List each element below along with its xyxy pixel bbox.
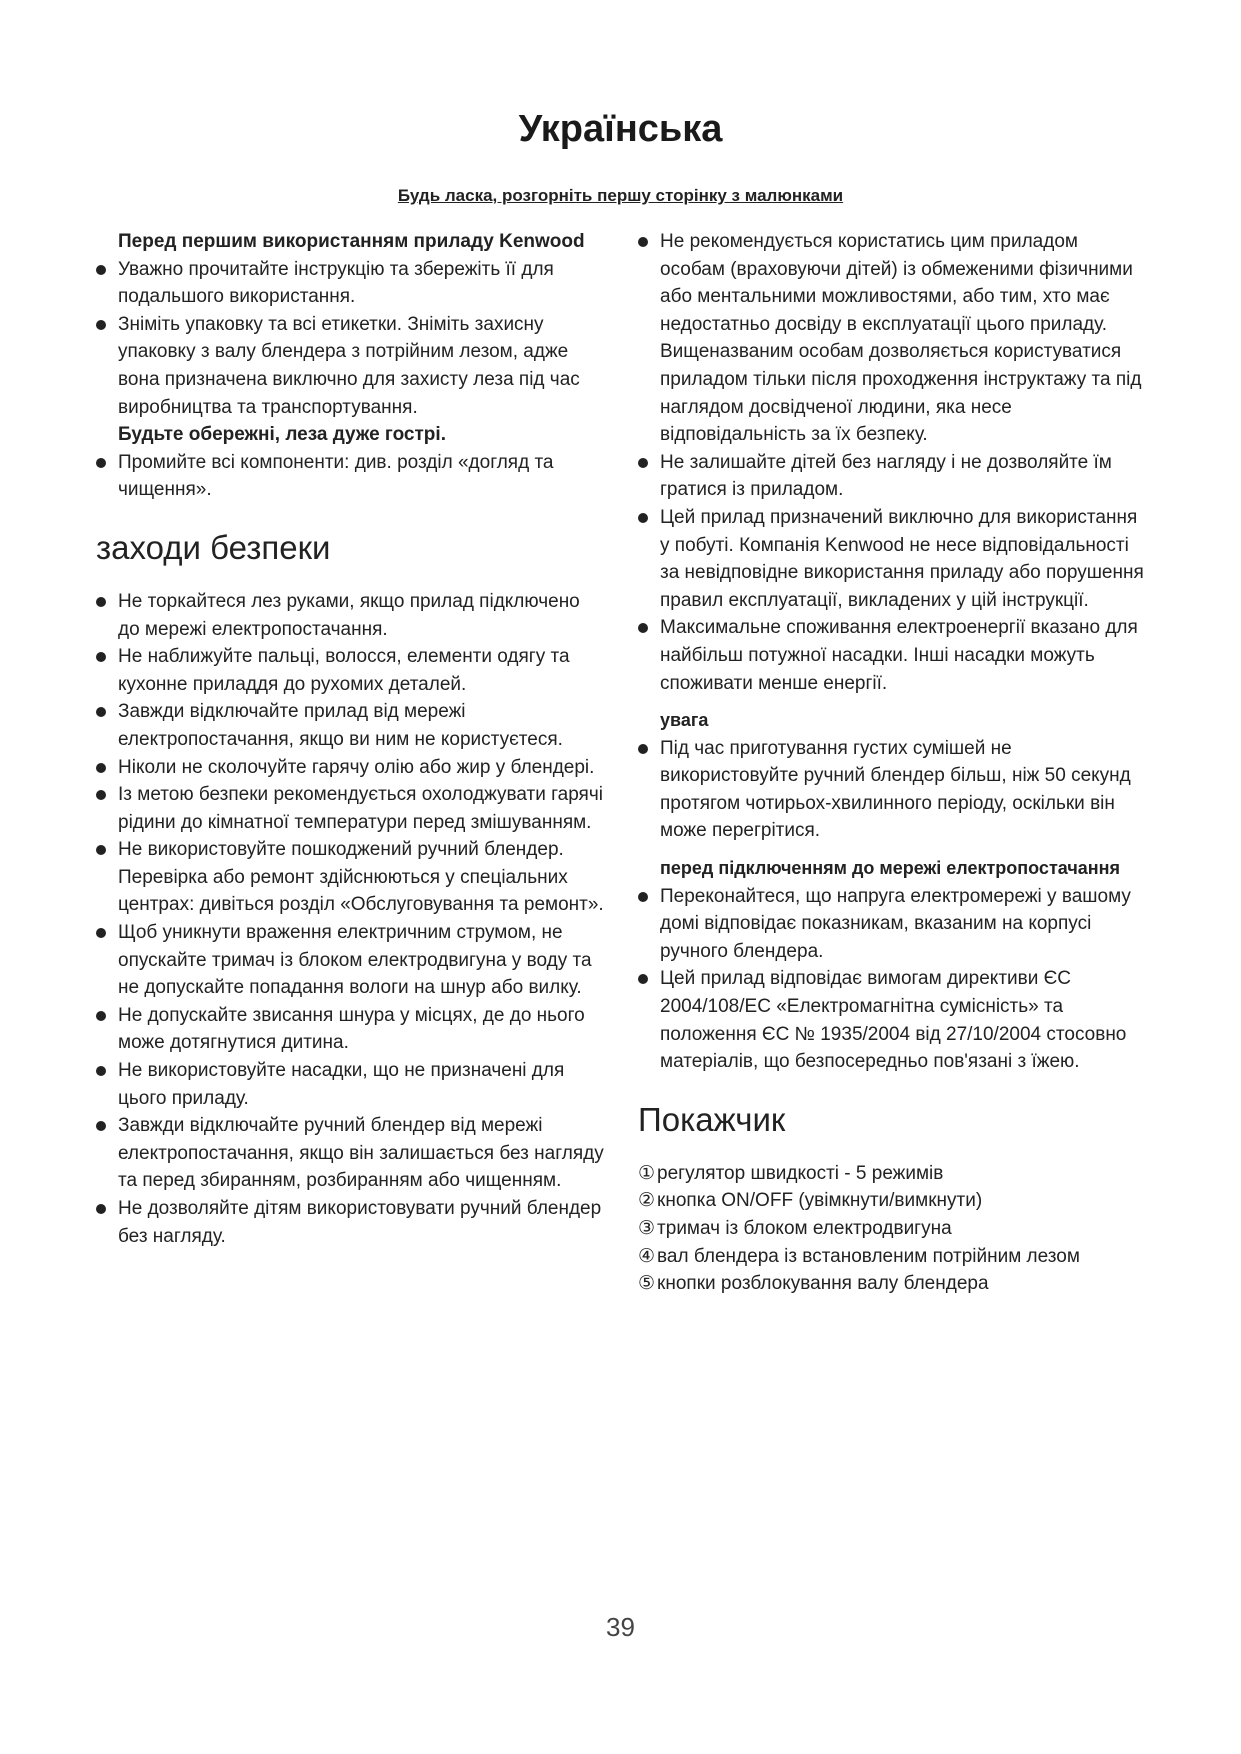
caution-list xyxy=(638,735,1148,845)
before-first-use-list xyxy=(96,256,606,422)
key-number: ① xyxy=(638,1162,656,1184)
power-heading: перед підключенням до мережі електропостачання xyxy=(660,858,1121,879)
list-item: Завжди відключайте прилад від мережі електропостачання, якщо ви ним не користуєтеся. xyxy=(96,698,606,753)
key-item xyxy=(638,1270,1148,1298)
key-text: кнопка ON/OFF (увімкнути/вимкнути) xyxy=(657,1190,983,1212)
key-text: регулятор швидкості - 5 режимів xyxy=(657,1162,944,1184)
blade-warning: Будьте обережні, леза дуже гострі. xyxy=(118,424,446,446)
wash-list xyxy=(96,449,606,504)
power-list xyxy=(638,883,1148,1076)
list-item: Не залишайте дітей без нагляду і не дозволяйте їм гратися із приладом. xyxy=(638,449,1148,504)
list-item: Промийте всі компоненти: див. розділ «догляд та чищення». xyxy=(96,449,606,504)
list-item: Із метою безпеки рекомендується охолоджувати гарячі рідини до кімнатної температури перед змішуванням. xyxy=(96,781,606,836)
list-item: Ніколи не сколочуйте гарячу олію або жир у блендері. xyxy=(96,754,606,782)
before-first-use-heading: Перед першим використанням приладу Kenwood xyxy=(118,231,585,252)
list-item: Уважно прочитайте інструкцію та збережіть її для подальшого використання. xyxy=(96,256,606,311)
list-item: Не рекомендується користатись цим приладом особам (враховуючи дітей) із обмеженими фізичними або ментальними можливостями, або тим, хто має недостатньо досвіду в експлуатації цього приладу. Вищеназваним особам дозволяється користуватися приладом тільки після проходження інструктажу та під наглядом досвідченої людини, яка несе відповідальність за їх безпеку. xyxy=(638,228,1148,449)
key-heading: Покажчик xyxy=(638,1100,786,1138)
list-item: Цей прилад відповідає вимогам директиви ЄС 2004/108/ЕС «Електромагнітна сумісність» та положення ЄС № 1935/2004 від 27/10/2004 стосовно матеріалів, що безпосередньо пов'язані з їжею. xyxy=(638,965,1148,1075)
right-column xyxy=(638,228,1148,1298)
caution-heading: увага xyxy=(660,710,709,731)
key-list xyxy=(638,1160,1148,1298)
key-item xyxy=(638,1160,1148,1188)
page-subtitle: Будь ласка, розгорніть першу сторінку з малюнками xyxy=(397,186,844,205)
key-item xyxy=(638,1187,1148,1215)
page-number: 39 xyxy=(606,1612,635,1642)
list-item: Не використовуйте пошкоджений ручний блендер. Перевірка або ремонт здійснюються у спеціальних центрах: дивіться розділ «Обслуговування та ремонт». xyxy=(96,836,606,919)
safety-heading: заходи безпеки xyxy=(96,528,331,566)
key-number: ④ xyxy=(638,1245,656,1267)
left-column xyxy=(96,228,606,1250)
key-item xyxy=(638,1243,1148,1271)
list-item: Не наближуйте пальці, волосся, елементи одягу та кухонне приладдя до рухомих деталей. xyxy=(96,643,606,698)
list-item: Максимальне споживання електроенергії вказано для найбільш потужної насадки. Інші насадки можуть споживати менше енергії. xyxy=(638,614,1148,697)
page-title: Українська xyxy=(518,108,723,150)
key-number: ② xyxy=(638,1190,656,1212)
list-item: Цей прилад призначений виключно для використання у побуті. Компанія Kenwood не несе відповідальності за невідповідне використання приладу або порушення правил експлуатації, викладених у цій інструкції. xyxy=(638,504,1148,614)
safety-list-continued xyxy=(638,228,1148,697)
list-item: Зніміть упаковку та всі етикетки. Зніміть захисну упаковку з валу блендера з потрійним лезом, адже вона призначена виключно для захисту леза під час виробництва та транспортування. xyxy=(96,311,606,421)
list-item: Щоб уникнути враження електричним струмом, не опускайте тримач із блоком електродвигуна у воду та не допускайте попадання вологи на шнур або вилку. xyxy=(96,919,606,1002)
list-item: Переконайтеся, що напруга електромережі у вашому домі відповідає показникам, вказаним на корпусі ручного блендера. xyxy=(638,883,1148,966)
safety-list xyxy=(96,588,606,1250)
list-item: Не допускайте звисання шнура у місцях, де до нього може дотягнутися дитина. xyxy=(96,1002,606,1057)
list-item: Не використовуйте насадки, що не призначені для цього приладу. xyxy=(96,1057,606,1112)
key-number: ③ xyxy=(638,1218,656,1239)
key-number: ⑤ xyxy=(638,1273,656,1295)
list-item: Під час приготування густих сумішей не використовуйте ручний блендер більш, ніж 50 секунд протягом чотирьох-хвилинного періоду, оскільки він може перегрітися. xyxy=(638,735,1148,845)
list-item: Не торкайтеся лез руками, якщо прилад підключено до мережі електропостачання. xyxy=(96,588,606,643)
key-item xyxy=(638,1215,1148,1243)
key-text: вал блендера із встановленим потрійним лезом xyxy=(657,1245,1080,1267)
key-text: тримач із блоком електродвигуна xyxy=(657,1218,952,1239)
key-text: кнопки розблокування валу блендера xyxy=(657,1273,989,1295)
list-item: Завжди відключайте ручний блендер від мережі електропостачання, якщо він залишається без нагляду та перед збиранням, розбиранням або чищенням. xyxy=(96,1112,606,1195)
list-item: Не дозволяйте дітям використовувати ручний блендер без нагляду. xyxy=(96,1195,606,1250)
